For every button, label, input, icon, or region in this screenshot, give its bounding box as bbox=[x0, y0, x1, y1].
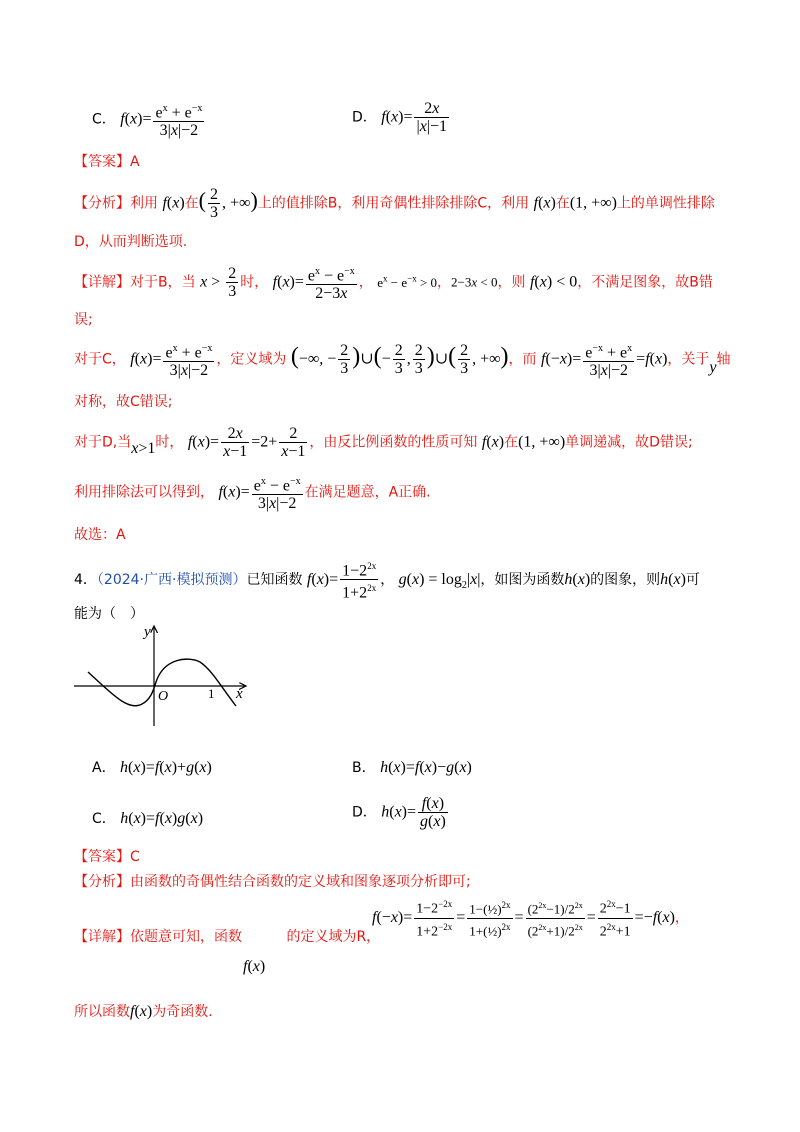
q3-detail-line1: 【详解】对于B，当 x > $\frac{2}{3}$ 时， f(x)= $\frac{e^x - e^{-x}}{2-3x}$ ， $e^x - e^{-x} > 0$，2−3x < 0，则 f(x) < 0，不满足图象，故B错 bbox=[74, 263, 713, 302]
y-axis-label: y bbox=[144, 624, 151, 640]
q4-source: （2024·广西·模拟预测） bbox=[96, 571, 247, 588]
q4-option-b[interactable]: B． h(x)=f(x)−g(x) bbox=[352, 759, 472, 776]
q4-option-c[interactable]: C． h(x)=f(x)g(x) bbox=[92, 810, 204, 827]
q3-analysis: 【分析】利用 f(x)在( $\frac{2}{3}$ , +∞)上的值排除B，利用奇偶性排除排除C，利用 f(x)在(1, +∞)上的单调性排除 bbox=[74, 186, 715, 221]
q3-detail-line5: 对于D,当x>1时， f(x)= $\frac{2x}{x-1}$ =2+ $\frac{2}{x-1}$ ，由反比例函数的性质可知 f(x)在(1, +∞)单调递减，故D错误; bbox=[74, 425, 693, 460]
q3-detail-line3: 对于C， f(x)= $\frac{e^x + e^{-x}}{3|x|-2}$ ，定义域为 (−∞, − $\frac{2}{3}$ )∪(− $\frac{2}{3}$ , $\frac{2}{3}$ )∪( $\frac{2}{3}$ , +∞)，而 f(−x)= $\frac{e^{-x} + e^x}{3|x|-2}$ =f(x)，关于y轴 bbox=[74, 340, 731, 379]
q4-analysis: 【分析】由函数的奇偶性结合函数的定义域和图象逐项分析即可; bbox=[74, 874, 471, 890]
q4-graph bbox=[70, 620, 260, 730]
q4-option-d[interactable]: D． h(x)= $\frac{f(x)}{g(x)}$ bbox=[352, 795, 446, 830]
q3-answer: 【答案】A bbox=[74, 154, 140, 170]
q3-option-d: D． f(x)= $\frac{2x}{|x|-1}$ bbox=[352, 100, 448, 135]
q4-answer: 【答案】C bbox=[74, 849, 140, 865]
q3-option-c-formula: f bbox=[120, 110, 125, 128]
q3-analysis-line2: D，从而判断选项. bbox=[74, 234, 188, 250]
q4-conclusion: 所以函数f(x)为奇函数. bbox=[74, 1003, 213, 1020]
q4-detail: 【详解】依题意可知，函数 的定义域为R， bbox=[74, 929, 381, 945]
q4-stem: 4．（2024·广西·模拟预测）已知函数 f(x)= $\frac{1-2^{2x}}{1+2^{2x}}$ ， $g(x) = \log_2|x|$，如图为函数h(x)的图象，则h(x)可 bbox=[74, 558, 700, 602]
origin-label: O bbox=[158, 689, 169, 704]
tick-one-label: 1 bbox=[208, 686, 215, 701]
q4-detail-derivation: f(−x)= $\frac{1-2^{-2x}}{1+2^{-2x}}$ = $\frac{1-(\frac{1}{2})^{2x}}{1+(\frac{1}{2})^{2x}}$ = $\frac{(2^{2x}-1)/2^{2x}}{(2^{2x}+1)/2^{2x}}$ = $\frac{2^{2x}-1}{2^{2x}+1}$ =−f(x)， bbox=[372, 896, 689, 940]
q4-detail-fx: f(x) bbox=[243, 958, 266, 975]
q3-option-c: C． f(x)= $\frac{e^x + e^{-x}}{3|x|-2}$ bbox=[92, 100, 206, 139]
q4-option-a[interactable]: A． h(x)=f(x)+g(x) bbox=[92, 759, 212, 776]
q3-detail-line4: 对称，故C错误; bbox=[74, 394, 173, 410]
q3-detail-line2: 误; bbox=[74, 312, 93, 328]
q3-choose: 故选：A bbox=[74, 527, 126, 543]
q4-stem-line2: 能为（ ） bbox=[74, 606, 144, 622]
x-axis-label: x bbox=[236, 686, 243, 702]
q3-detail-line6: 利用排除法可以得到， f(x)= $\frac{e^x - e^{-x}}{3|x|-2}$ 在满足题意，A正确. bbox=[74, 473, 431, 512]
